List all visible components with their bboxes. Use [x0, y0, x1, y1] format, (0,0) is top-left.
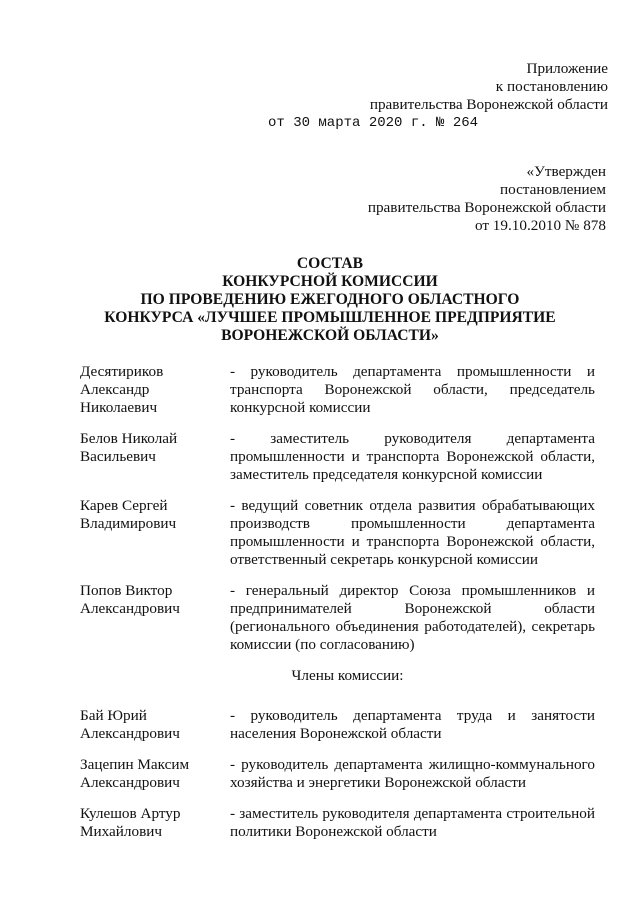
- members-heading: Члены комиссии:: [291, 667, 404, 684]
- approval-line-4: от 19.10.2010 № 878: [474, 217, 606, 234]
- approval-line-3: правительства Воронежской области: [367, 199, 606, 216]
- member-role: - генеральный директор Союза промышленников и предпринимателей Воронежской области (регионального объединения работодателей), секретарь комиссии (по согласованию): [230, 582, 595, 653]
- member-row: [80, 430, 595, 484]
- member-patronymic: Александрович: [80, 600, 180, 617]
- member-role: - руководитель департамента жилищно-коммунального хозяйства и энергетики Воронежской области: [230, 756, 595, 791]
- member-name: [80, 805, 230, 841]
- member-row: [80, 805, 595, 841]
- appendix-header: [248, 60, 608, 132]
- member-role: - руководитель департамента промышленности и транспорта Воронежской области, председатель конкурсной комиссии: [230, 363, 595, 416]
- member-first-name: Александр: [80, 381, 150, 398]
- member-row: [80, 707, 595, 743]
- appendix-date: от 30 марта 2020 г. № 264: [268, 115, 479, 131]
- member-name: [80, 430, 230, 484]
- member-name: [80, 363, 230, 417]
- member-role: - заместитель руководителя департамента строительной политики Воронежской области: [230, 805, 595, 840]
- approval-line-2: постановлением: [499, 181, 606, 198]
- member-surname-first-name: Карев Сергей: [80, 497, 168, 514]
- member-surname: Десятириков: [80, 363, 164, 380]
- member-patronymic: Николаевич: [80, 399, 158, 416]
- member-row: [80, 756, 595, 792]
- member-row: [80, 497, 595, 569]
- member-surname-first-name: Зацепин Максим: [80, 756, 190, 773]
- appendix-line-1: Приложение: [526, 60, 608, 77]
- title-line-3: ПО ПРОВЕДЕНИЮ ЕЖЕГОДНОГО ОБЛАСТНОГО: [140, 291, 520, 308]
- title-line-2: КОНКУРСНОЙ КОМИССИИ: [222, 273, 438, 290]
- member-row: [80, 363, 595, 417]
- member-role: - руководитель департамента труда и занятости населения Воронежской области: [230, 707, 595, 742]
- member-name: [80, 497, 230, 569]
- appendix-line-2: к постановлению: [495, 78, 608, 95]
- member-surname-first-name: Белов Николай: [80, 430, 178, 447]
- member-patronymic: Владимирович: [80, 515, 177, 532]
- member-patronymic: Александрович: [80, 774, 180, 791]
- member-name: [80, 582, 230, 654]
- document-title: [95, 255, 565, 345]
- member-role: - заместитель руководителя департамента промышленности и транспорта Воронежской области, заместитель председателя конкурсной комиссии: [230, 430, 595, 483]
- member-patronymic: Александрович: [80, 725, 180, 742]
- member-row: [80, 582, 595, 654]
- member-surname-first-name: Бай Юрий: [80, 707, 147, 724]
- member-role: - ведущий советник отдела развития обрабатывающих производств промышленности департамента промышленности и транспорта Воронежской области, ответственный секретарь конкурсной комиссии: [230, 497, 595, 568]
- approval-line-1: «Утвержден: [526, 163, 606, 180]
- approval-block: [246, 163, 606, 235]
- member-patronymic: Васильевич: [80, 448, 156, 465]
- member-name: [80, 707, 230, 743]
- appendix-line-3: правительства Воронежской области: [369, 96, 608, 113]
- member-name: [80, 756, 230, 792]
- title-line-4: КОНКУРСА «ЛУЧШЕЕ ПРОМЫШЛЕННОЕ ПРЕДПРИЯТИЕ: [104, 309, 556, 326]
- title-line-5: ВОРОНЕЖСКОЙ ОБЛАСТИ»: [221, 327, 439, 344]
- member-surname-first-name: Кулешов Артур: [80, 805, 181, 822]
- member-patronymic: Михайлович: [80, 823, 163, 840]
- title-line-1: СОСТАВ: [296, 255, 364, 272]
- member-surname-first-name: Попов Виктор: [80, 582, 173, 599]
- commission-list: [80, 363, 595, 854]
